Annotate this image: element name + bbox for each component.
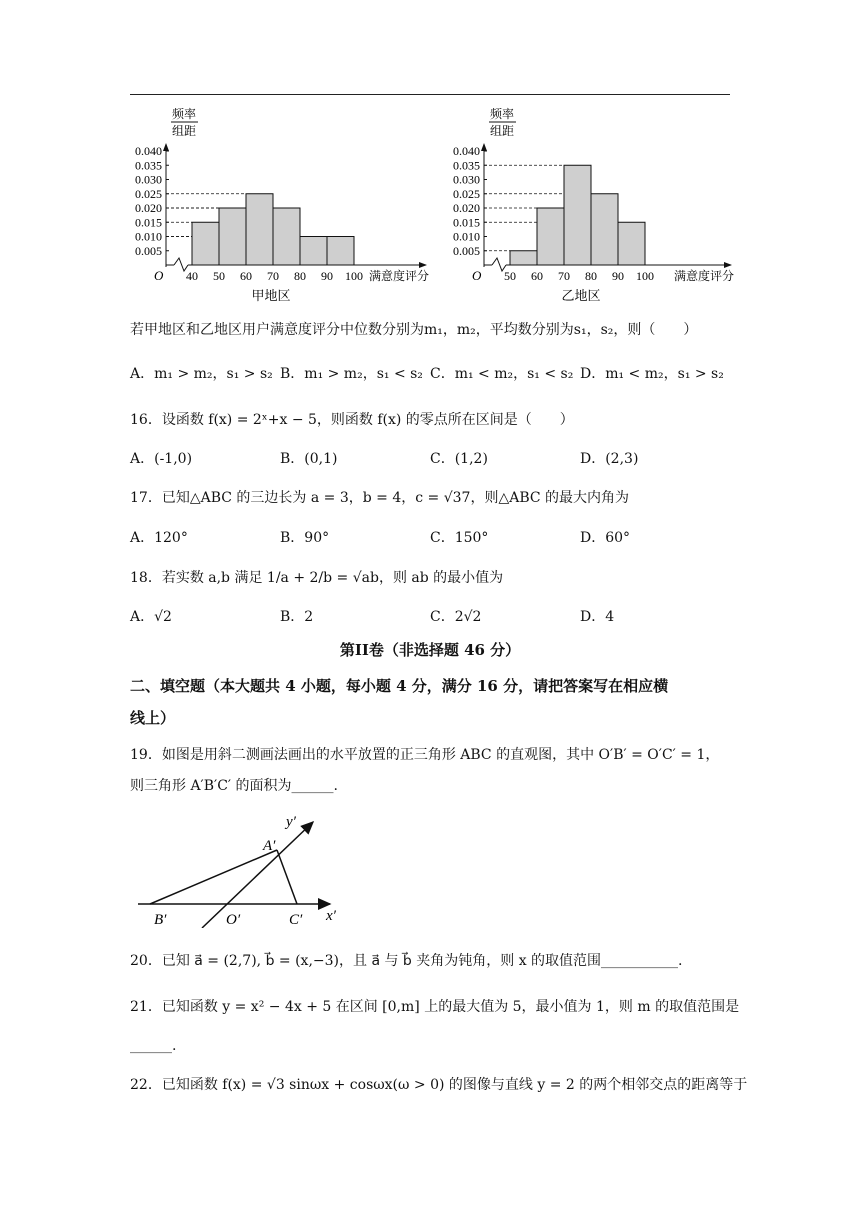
x-tick-label: 50 bbox=[504, 269, 516, 283]
q19-line2: 则三角形 A′B′C′ 的面积为______. bbox=[130, 778, 338, 794]
x-axis-arrow bbox=[724, 262, 732, 268]
x-tick-label: 90 bbox=[321, 269, 333, 283]
y-unit-numerator: 频率 bbox=[172, 107, 197, 121]
bar-70-80 bbox=[564, 165, 591, 265]
bar-70-80 bbox=[273, 208, 300, 265]
q21-line1: 21．已知函数 y = x² − 4x + 5 在区间 [0,m] 上的最大值为 5，最小值为 1，则 m 的取值范围是 bbox=[130, 999, 740, 1015]
label-a: A′ bbox=[263, 838, 276, 854]
q17-option-b: B．90° bbox=[280, 530, 330, 546]
x-tick-label: 100 bbox=[345, 269, 363, 283]
q15-option-d: D．m₁ < m₂，s₁ > s₂ bbox=[580, 366, 724, 382]
bar-50-60 bbox=[510, 251, 537, 265]
region-caption: 甲地区 bbox=[251, 288, 291, 303]
x-tick-label: 100 bbox=[636, 269, 654, 283]
label-c: C′ bbox=[289, 912, 303, 928]
y-tick-label: 0.025 bbox=[453, 186, 480, 201]
y-axis-arrow bbox=[163, 143, 169, 151]
header-rule bbox=[130, 94, 730, 95]
label-o: O′ bbox=[226, 912, 241, 928]
q18-option-d: D．4 bbox=[580, 609, 615, 625]
origin-label: O bbox=[472, 268, 482, 283]
q18-option-a: A．√2 bbox=[130, 609, 172, 625]
q16-option-c: C．(1,2) bbox=[430, 451, 488, 467]
bar-60-70 bbox=[537, 208, 564, 265]
x-tick-label: 80 bbox=[585, 269, 597, 283]
y-tick-label: 0.015 bbox=[135, 215, 162, 230]
label-b: B′ bbox=[154, 912, 167, 928]
q19-figure bbox=[130, 808, 350, 928]
q21-line2: ______. bbox=[130, 1038, 177, 1054]
part2-title: 第II卷（非选择题 46 分） bbox=[339, 641, 521, 659]
y-tick-label: 0.015 bbox=[453, 215, 480, 230]
bar-50-60 bbox=[219, 208, 246, 265]
q16-option-d: D．(2,3) bbox=[580, 451, 639, 467]
y-tick-label: 0.025 bbox=[135, 186, 162, 201]
y-unit-denominator: 组距 bbox=[490, 124, 515, 138]
x-axis-label: 满意度评分 bbox=[674, 269, 735, 283]
bar-80-90 bbox=[591, 194, 618, 265]
y-tick-label: 0.035 bbox=[135, 158, 162, 173]
x-tick-label: 70 bbox=[267, 269, 279, 283]
x-axis-label: 满意度评分 bbox=[369, 269, 430, 283]
label-y: y′ bbox=[286, 814, 296, 830]
q19-line1: 19．如图是用斜二测画法画出的水平放置的正三角形 ABC 的直观图，其中 O′B′ = O′C′ = 1， bbox=[130, 747, 720, 763]
x-tick-label: 50 bbox=[213, 269, 225, 283]
section2-heading-line2: 线上） bbox=[130, 709, 176, 727]
label-x: x′ bbox=[326, 908, 336, 924]
x-tick-label: 60 bbox=[531, 269, 543, 283]
y-tick-label: 0.040 bbox=[135, 144, 162, 158]
q18-stem: 18．若实数 a,b 满足 1/a + 2/b = √ab，则 ab 的最小值为 bbox=[130, 570, 504, 586]
y-tick-label: 0.010 bbox=[135, 229, 162, 244]
bar-80-90 bbox=[300, 237, 327, 266]
x-tick-label: 90 bbox=[612, 269, 624, 283]
q15-option-c: C．m₁ < m₂，s₁ < s₂ bbox=[430, 366, 574, 382]
y-tick-label: 0.030 bbox=[135, 172, 162, 187]
q16-option-b: B．(0,1) bbox=[280, 451, 338, 467]
q20: 20．已知 a⃗ = (2,7), b⃗ = (x,−3)，且 a⃗ 与 b⃗ 夹角为钝角，则 x 的取值范围___________. bbox=[130, 953, 683, 969]
bar-90-100 bbox=[618, 222, 645, 265]
region-caption: 乙地区 bbox=[561, 288, 601, 303]
edge-ac bbox=[277, 850, 297, 904]
y-tick-label: 0.030 bbox=[453, 172, 480, 187]
q15-option-a: A．m₁ > m₂，s₁ > s₂ bbox=[130, 366, 273, 382]
q18-option-c: C．2√2 bbox=[430, 609, 482, 625]
bar-60-70 bbox=[246, 194, 273, 265]
q16-stem: 16．设函数 f(x) = 2ˣ+x − 5，则函数 f(x) 的零点所在区间是（ ） bbox=[130, 412, 574, 428]
histogram-jia bbox=[126, 104, 446, 304]
y-tick-label: 0.020 bbox=[453, 201, 480, 215]
y-tick-label: 0.035 bbox=[453, 158, 480, 173]
x-tick-label: 80 bbox=[294, 269, 306, 283]
q16-option-a: A．(-1,0) bbox=[130, 451, 193, 467]
x-tick-label: 40 bbox=[186, 269, 198, 283]
y-unit-denominator: 组距 bbox=[172, 124, 197, 138]
q22: 22．已知函数 f(x) = √3 sinωx + cosωx(ω > 0) 的图像与直线 y = 2 的两个相邻交点的距离等于 bbox=[130, 1077, 748, 1093]
y-tick-label: 0.005 bbox=[453, 243, 480, 258]
edge-ba bbox=[150, 850, 277, 904]
y-tick-label: 0.005 bbox=[135, 243, 162, 258]
section2-heading-line1: 二、填空题（本大题共 4 小题，每小题 4 分，满分 16 分，请把答案写在相应横 bbox=[130, 677, 669, 695]
q17-option-a: A．120° bbox=[130, 530, 188, 546]
y-unit-numerator: 频率 bbox=[490, 107, 515, 121]
q17-option-d: D．60° bbox=[580, 530, 631, 546]
y-tick-label: 0.010 bbox=[453, 229, 480, 244]
q15-stem: 若甲地区和乙地区用户满意度评分中位数分别为m₁，m₂，平均数分别为s₁，s₂，则（ ） bbox=[130, 322, 698, 338]
x-tick-label: 60 bbox=[240, 269, 252, 283]
histogram-yi bbox=[446, 104, 746, 304]
origin-label: O bbox=[154, 268, 164, 283]
y-tick-label: 0.020 bbox=[135, 201, 162, 215]
y-axis-arrow bbox=[481, 143, 487, 151]
y-tick-label: 0.040 bbox=[453, 144, 480, 158]
q18-option-b: B．2 bbox=[280, 609, 314, 625]
x-axis-arrow bbox=[419, 262, 427, 268]
q15-option-b: B．m₁ > m₂，s₁ < s₂ bbox=[280, 366, 423, 382]
bar-90-100 bbox=[327, 237, 354, 266]
x-tick-label: 70 bbox=[558, 269, 570, 283]
q17-stem: 17．已知△ABC 的三边长为 a = 3，b = 4，c = √37，则△ABC 的最大内角为 bbox=[130, 490, 630, 506]
bar-40-50 bbox=[192, 222, 219, 265]
q17-option-c: C．150° bbox=[430, 530, 489, 546]
